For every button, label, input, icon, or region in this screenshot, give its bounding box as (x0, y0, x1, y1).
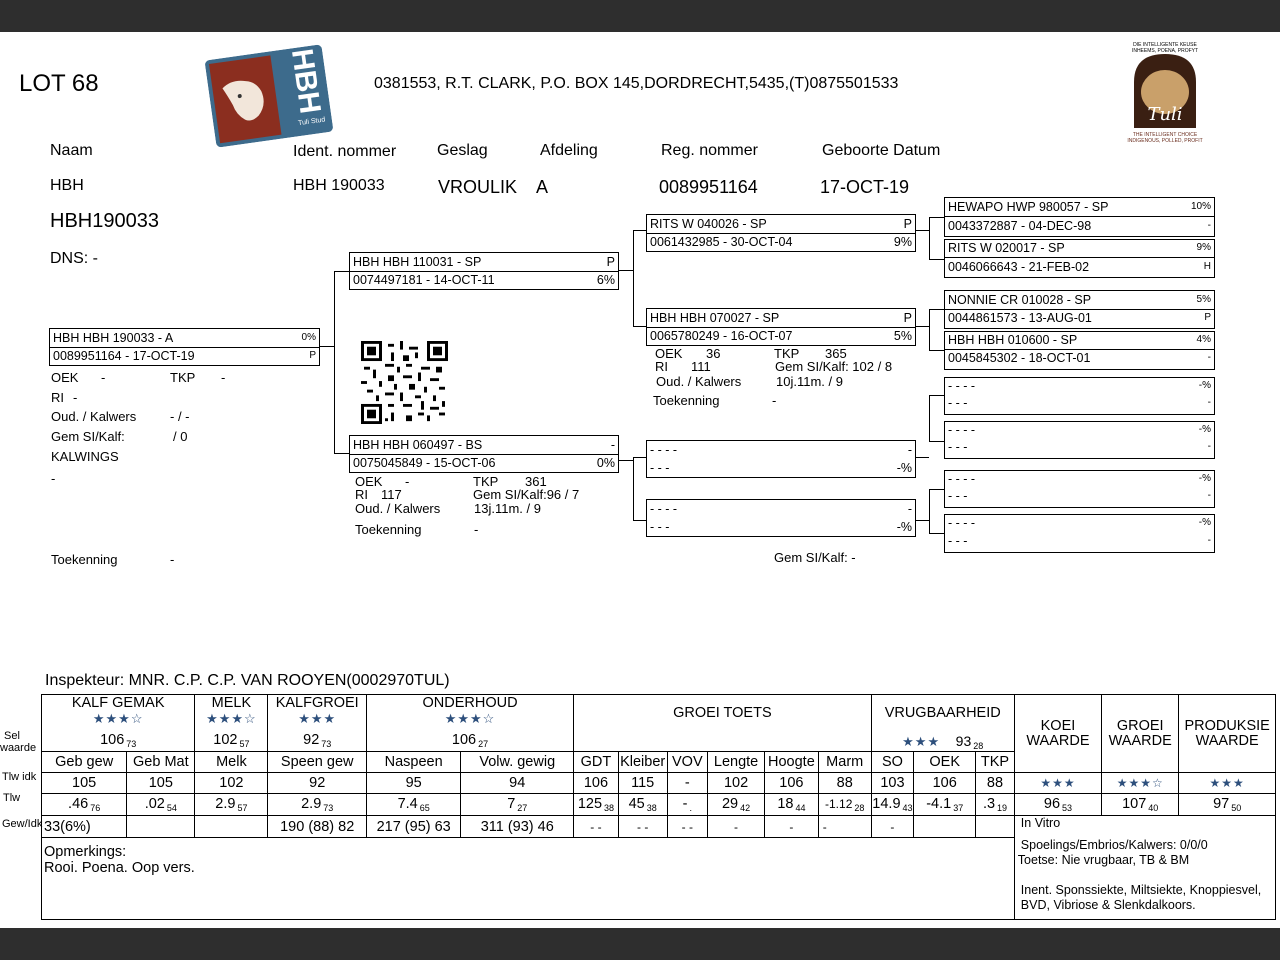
ggp-pct: 9% (1196, 242, 1211, 253)
connector (929, 309, 930, 350)
connector (334, 271, 349, 272)
ggp-name: - - - - (948, 472, 976, 486)
hbh-logo-text: HBH (284, 46, 327, 116)
gew-cell: 190 (88) 82 (268, 816, 367, 838)
kalf-gemak-stars: ★★★☆ (92, 711, 144, 726)
spoelings: Spoelings/Embrios/Kalwers: 0/0/0 (1020, 837, 1208, 852)
sel-kalf-gemak (42, 731, 195, 752)
kalfgroei-stars: ★★★ (298, 711, 337, 726)
tuli-tagline-top: DIE INTELLIGENTE KEUSE INHEEMS, POENA, PROFYT (1131, 42, 1199, 54)
animal-ri: - (73, 390, 78, 405)
melk-label: MELK (211, 695, 252, 711)
connector (914, 457, 929, 458)
col-header: Geb Mat (127, 752, 195, 773)
dam-toekenning: - (474, 522, 479, 537)
afdeling-label: Afdeling (540, 142, 598, 159)
performance-table (41, 694, 1276, 920)
connector (334, 453, 349, 454)
ggp-box (944, 514, 1215, 553)
in-vitro: In Vitro (1014, 816, 1275, 838)
gew-cell: - - (574, 816, 619, 838)
tlw-idk-cell: 106 (914, 773, 976, 794)
produksie-value: 97 $_{50}$ (1179, 794, 1276, 816)
ggp-reg: - - - (948, 396, 968, 410)
connector (929, 350, 944, 351)
opmerkings-cell (42, 838, 1015, 920)
tlw-cell: 2.9 $_{73}$ (268, 794, 367, 816)
animal-oud-label: Oud. / Kalwers (51, 409, 137, 424)
qr-code (361, 341, 448, 424)
connector (617, 270, 633, 271)
gew-cell: 33(6%) (42, 816, 127, 838)
animal-code: HBH190033 (50, 210, 159, 232)
col-header: GDT (574, 752, 619, 773)
ggp-reg: - - - (948, 534, 968, 548)
animal-tkp-label: TKP (170, 370, 196, 385)
ggp-reg: 0045845302 - 18-OCT-01 (948, 351, 1091, 365)
gew-cell: - (764, 816, 818, 838)
animal-ri-label: RI (51, 390, 64, 405)
dam-tkp-label: TKP (473, 474, 499, 489)
side-label-waarde: waarde (0, 742, 37, 754)
dam-box (349, 435, 619, 473)
sire-dam-flag: P (903, 311, 912, 325)
dam-dam-box (646, 499, 916, 537)
onderhoud-header (366, 695, 573, 731)
sel-kalfgroei-sub: 73 (321, 739, 332, 750)
naam-label: Naam (50, 142, 93, 159)
sel-onderhoud (366, 731, 573, 752)
connector (929, 533, 944, 534)
tlw-row (42, 794, 1276, 816)
sd-tkp: 365 (825, 346, 847, 361)
dam-sire-pct: -% (896, 461, 912, 475)
dam-toekenning-label: Toekenning (355, 522, 422, 537)
tlw-cell: -1.12 $_{28}$ (818, 794, 871, 816)
ggp-flag: - (1207, 535, 1211, 546)
col-header: VOV (667, 752, 708, 773)
gew-row (42, 816, 1276, 838)
col-header: OEK (914, 752, 976, 773)
tlw-idk-cell: 88 (976, 773, 1015, 794)
sire-name: HBH HBH 110031 - SP (353, 255, 482, 269)
kalwings-value: - (51, 471, 56, 486)
afdeling-value: A (536, 177, 549, 197)
tlw-cell: 125 $_{38}$ (574, 794, 619, 816)
groei-waarde-header: GROEI WAARDE (1102, 695, 1179, 773)
tlw-cell: 29 $_{42}$ (708, 794, 765, 816)
notes-cell (1014, 838, 1275, 920)
gew-cell: - (871, 816, 914, 838)
tlw-idk-cell: 92 (268, 773, 367, 794)
connector (929, 217, 930, 259)
col-header: TKP (976, 752, 1015, 773)
tlw-idk-cell: 102 (195, 773, 268, 794)
sd-oek: 36 (706, 346, 721, 361)
ggp-name: NONNIE CR 010028 - SP (948, 293, 1092, 307)
connector (633, 457, 646, 458)
connector (929, 395, 930, 441)
tlw-idk-cell: 88 (818, 773, 871, 794)
connector (929, 309, 944, 310)
gew-cell: - (818, 816, 871, 838)
gew-cell: - - (618, 816, 667, 838)
ggp-pct: -% (1198, 473, 1211, 484)
dam-gem: Gem SI/Kalf:96 / 7 (473, 487, 580, 502)
onderhoud-label: ONDERHOUD (422, 695, 518, 711)
tlw-idk-cell: 105 (42, 773, 127, 794)
ident-label: Ident. nommer (293, 143, 397, 160)
dam-dam-gem: Gem SI/Kalf: - (774, 550, 856, 565)
ggp-flag: - (1207, 490, 1211, 501)
connector (334, 271, 335, 453)
melk-stars: ★★★☆ (206, 711, 257, 726)
ggp-name: - - - - (948, 516, 976, 530)
tlw-cell: -4.1 $_{37}$ (914, 794, 976, 816)
sire-dam-pct: 5% (893, 329, 912, 343)
tlw-idk-row (42, 773, 1276, 794)
col-header: Hoogte (764, 752, 818, 773)
dam-oek: - (405, 474, 410, 489)
ggp-flag: H (1203, 261, 1211, 272)
connector (929, 395, 944, 396)
ggp-reg: - - - (948, 440, 968, 454)
animal-box (49, 328, 320, 366)
col-header: Lengte (708, 752, 765, 773)
ggp-box (944, 239, 1215, 278)
inent: Inent. Sponssiekte, Miltsiekte, Knoppiesvel, (1020, 882, 1262, 897)
ggp-name: RITS W 020017 - SP (948, 241, 1065, 255)
col-header: Speen gew (268, 752, 367, 773)
lot-number: LOT 68 (19, 70, 99, 97)
sire-sire-reg: 0061432985 - 30-OCT-04 (650, 235, 793, 249)
sire-dam-box (646, 308, 916, 346)
tlw-idk-cell: 95 (366, 773, 460, 794)
ggp-flag: - (1207, 352, 1211, 363)
ggp-pct: -% (1198, 380, 1211, 391)
animal-tkp: - (221, 370, 226, 385)
dam-ri: 117 (381, 487, 402, 502)
sd-oud-label: Oud. / Kalwers (656, 374, 742, 389)
ident-value: HBH 190033 (293, 177, 385, 194)
sire-pct: 6% (596, 273, 615, 287)
tuli-tagline-bottom: THE INTELLIGENT CHOICE INDIGENOUS, POLLED, PROFIT (1127, 132, 1203, 144)
sire-sire-pct: 9% (893, 235, 912, 249)
sel-melk-sub: 57 (239, 739, 250, 750)
dam-dam-reg: - - - (650, 520, 670, 534)
breeder-info: 0381553, R.T. CLARK, P.O. BOX 145,DORDRECHT,5435,(T)0875501533 (374, 75, 899, 92)
opmerkings-label: Opmerkings: (44, 844, 127, 860)
connector (318, 346, 334, 347)
sd-oek-label: OEK (655, 346, 683, 361)
animal-oek-label: OEK (51, 370, 79, 385)
sd-tkp-label: TKP (774, 346, 800, 361)
ggp-pct: 5% (1196, 294, 1211, 305)
gew-cell: 217 (95) 63 (366, 816, 460, 838)
connector (929, 259, 944, 260)
dns-value: DNS: - (50, 250, 98, 267)
vrug-value: 93 (955, 733, 972, 749)
dam-flag: - (610, 438, 615, 452)
sire-flag: P (606, 255, 615, 269)
ggp-flag: - (1207, 397, 1211, 408)
hbh-logo (204, 44, 333, 148)
inspector: Inspekteur: MNR. C.P. C.P. VAN ROOYEN(0002970TUL) (45, 672, 450, 689)
ggp-box (944, 197, 1215, 237)
ggp-name: HBH HBH 010600 - SP (948, 333, 1078, 347)
animal-toekenning: - (170, 552, 175, 567)
sd-toekenning-label: Toekenning (653, 393, 720, 408)
gew-cell: - (708, 816, 765, 838)
tlw-idk-cell: 105 (127, 773, 195, 794)
dam-oud: 13j.11m. / 9 (474, 501, 541, 516)
dam-reg: 0075045849 - 15-OCT-06 (353, 456, 496, 470)
connector (617, 460, 633, 461)
tlw-cell: .02 $_{54}$ (127, 794, 195, 816)
top-bar (0, 0, 1280, 32)
tlw-cell: 2.9 $_{57}$ (195, 794, 268, 816)
connector (914, 520, 929, 521)
geboorte-value: 17-OCT-19 (820, 177, 910, 197)
connector (929, 441, 944, 442)
col-header: SO (871, 752, 914, 773)
sel-kg-value: 106 (100, 732, 125, 749)
hbh-logo-sub: Tuli Stud (297, 116, 326, 128)
animal-gem-label: Gem SI/Kalf: (51, 429, 125, 444)
connector (929, 217, 944, 218)
ggp-name: HEWAPO HWP 980057 - SP (948, 200, 1109, 214)
dam-sire-flag: - (907, 443, 912, 457)
dam-ri-label: RI (355, 487, 368, 502)
kalf-gemak-header (42, 695, 195, 731)
sire-sire-box (646, 214, 916, 252)
connector (914, 326, 929, 327)
geboorte-label: Geboorte Datum (822, 142, 941, 159)
connector (633, 520, 646, 521)
groei-stars: ★★★☆ (1102, 773, 1179, 794)
sire-dam-name: HBH HBH 070027 - SP (650, 311, 780, 325)
sel-onderhoud-value: 106 (451, 732, 477, 749)
ggp-box (944, 421, 1215, 459)
side-label-sel: Sel (4, 730, 20, 742)
side-label-tlw: Tlw (3, 792, 21, 804)
sel-melk-value: 102 (213, 732, 238, 749)
koei-waarde-header: KOEI WAARDE (1014, 695, 1101, 773)
animal-flag: P (309, 350, 316, 361)
dam-sire-reg: - - - (650, 461, 670, 475)
gew-cell: - - (667, 816, 708, 838)
tlw-idk-cell: 94 (461, 773, 574, 794)
tlw-cell: 14.9 $_{43}$ (871, 794, 914, 816)
ggp-box (944, 290, 1215, 329)
sd-gem: Gem SI/Kalf: 102 / 8 (775, 359, 893, 374)
gew-cell (127, 816, 195, 838)
vrugbaarheid-header (871, 695, 1014, 752)
koei-stars: ★★★ (1014, 773, 1101, 794)
tlw-cell: 7 $_{27}$ (461, 794, 574, 816)
gew-cell (914, 816, 976, 838)
dam-pct: 0% (596, 456, 615, 470)
tlw-idk-cell: 106 (574, 773, 619, 794)
ggp-flag: - (1207, 441, 1211, 452)
opmerkings-text: Rooi. Poena. Oop vers. (44, 860, 195, 876)
geslag-label: Geslag (437, 142, 488, 159)
gew-cell: 311 (93) 46 (461, 816, 574, 838)
animal-reg: 0089951164 - 17-OCT-19 (53, 349, 195, 363)
tlw-cell: - $_.$ (667, 794, 708, 816)
groei-value: 107 $_{40}$ (1102, 794, 1179, 816)
dam-dam-pct: -% (896, 520, 912, 534)
melk-header (195, 695, 268, 731)
kalf-gemak-label: KALF GEMAK (71, 695, 165, 711)
tlw-cell: 18 $_{44}$ (764, 794, 818, 816)
produksie-stars: ★★★ (1179, 773, 1276, 794)
ggp-pct: -% (1198, 424, 1211, 435)
ggp-name: - - - - (948, 423, 976, 437)
ggp-pct: 4% (1196, 334, 1211, 345)
reg-label: Reg. nommer (661, 142, 758, 159)
kalwings-label: KALWINGS (51, 449, 119, 464)
ggp-reg: 0046066643 - 21-FEB-02 (948, 260, 1090, 274)
sire-box (349, 252, 619, 290)
ggp-box (944, 470, 1215, 508)
connector (914, 230, 929, 231)
tlw-cell: .3 $_{19}$ (976, 794, 1015, 816)
ggp-box (944, 331, 1215, 370)
connector (633, 230, 646, 231)
col-header: Naspeen (366, 752, 460, 773)
tuli-brand: Tuli (1147, 104, 1183, 125)
geslag-value: VROULIK (438, 177, 518, 197)
connector (929, 489, 944, 490)
ggp-pct: -% (1198, 517, 1211, 528)
col-header: Kleiber (618, 752, 667, 773)
connector (633, 230, 634, 326)
dam-sire-name: - - - - (650, 443, 678, 457)
tlw-idk-cell: 103 (871, 773, 914, 794)
tlw-idk-cell: 102 (708, 773, 765, 794)
kalfgroei-header (268, 695, 367, 731)
sel-kalfgroei-value: 92 (303, 732, 320, 749)
ggp-reg: 0044861573 - 13-AUG-01 (948, 311, 1092, 325)
animal-oek: - (101, 370, 106, 385)
sel-onderhoud-sub: 27 (478, 739, 489, 750)
animal-pct: 0% (301, 332, 316, 343)
koei-value: 96 $_{53}$ (1014, 794, 1101, 816)
sire-sire-flag: P (903, 217, 912, 231)
tlw-idk-cell: 115 (618, 773, 667, 794)
connector (929, 489, 930, 533)
ggp-box (944, 377, 1215, 415)
ggp-name: - - - - (948, 379, 976, 393)
sel-kalfgroei (268, 731, 367, 752)
sd-oud: 10j.11m. / 9 (776, 374, 843, 389)
col-header: Volw. gewig (461, 752, 574, 773)
gew-cell (195, 816, 268, 838)
col-header: Marm (818, 752, 871, 773)
vrugbaarheid-label: VRUGBAARHEID (884, 705, 1001, 721)
sd-ri: 111 (691, 359, 711, 374)
produksie-waarde-header: PRODUKSIE WAARDE (1179, 695, 1276, 773)
dam-name: HBH HBH 060497 - BS (353, 438, 483, 452)
vrug-stars: ★★★ (902, 734, 941, 749)
animal-gem: / 0 (173, 429, 188, 444)
dam-sire-box (646, 440, 916, 478)
connector (633, 326, 646, 327)
ggp-reg: 0043372887 - 04-DEC-98 (948, 219, 1092, 233)
toetse: Toetse: Nie vrugbaar, TB & BM (1017, 852, 1190, 867)
dam-tkp: 361 (525, 474, 547, 489)
ggp-reg: - - - (948, 489, 968, 503)
onderhoud-stars: ★★★☆ (444, 711, 496, 726)
sd-toekenning: - (772, 393, 777, 408)
animal-toekenning-label: Toekenning (51, 552, 118, 567)
tlw-cell: .46 $_{76}$ (42, 794, 127, 816)
animal-oud: - / - (170, 409, 190, 424)
tlw-idk-cell: - (667, 773, 708, 794)
sire-reg: 0074497181 - 14-OCT-11 (353, 273, 495, 287)
tlw-idk-cell: 106 (764, 773, 818, 794)
side-label-gew: Gew/Idk (2, 818, 43, 830)
tlw-cell: 7.4 $_{65}$ (366, 794, 460, 816)
tuli-logo (1122, 42, 1208, 146)
animal-name: HBH HBH 190033 - A (53, 331, 174, 345)
sel-melk (195, 731, 268, 752)
sd-ri-label: RI (655, 359, 668, 374)
tlw-cell: 45 $_{38}$ (618, 794, 667, 816)
ggp-pct: 10% (1190, 201, 1211, 212)
groei-toets-header: GROEI TOETS (574, 695, 872, 752)
naam-value: HBH (50, 177, 84, 194)
dam-dam-name: - - - - (650, 502, 678, 516)
ggp-flag: - (1207, 220, 1211, 231)
sire-dam-reg: 0065780249 - 16-OCT-07 (650, 329, 793, 343)
kalfgroei-label: KALFGROEI (275, 695, 359, 711)
reg-value: 0089951164 (659, 177, 758, 197)
bottom-bar (0, 928, 1280, 960)
gew-cell (976, 816, 1015, 838)
dam-dam-flag: - (907, 502, 912, 516)
dam-oud-label: Oud. / Kalwers (355, 501, 441, 516)
sel-kg-sub: 73 (126, 739, 137, 750)
vrug-sub: 28 (973, 741, 984, 751)
sire-sire-name: RITS W 040026 - SP (650, 217, 767, 231)
ggp-flag: P (1204, 312, 1211, 323)
inent-2: BVD, Vibriose & Slenkdalkoors. (1020, 897, 1196, 912)
dam-oek-label: OEK (355, 474, 383, 489)
col-header: Geb gew (42, 752, 127, 773)
col-header: Melk (195, 752, 268, 773)
connector (633, 457, 634, 520)
side-label-tlw-idk: Tlw idk (2, 771, 37, 783)
